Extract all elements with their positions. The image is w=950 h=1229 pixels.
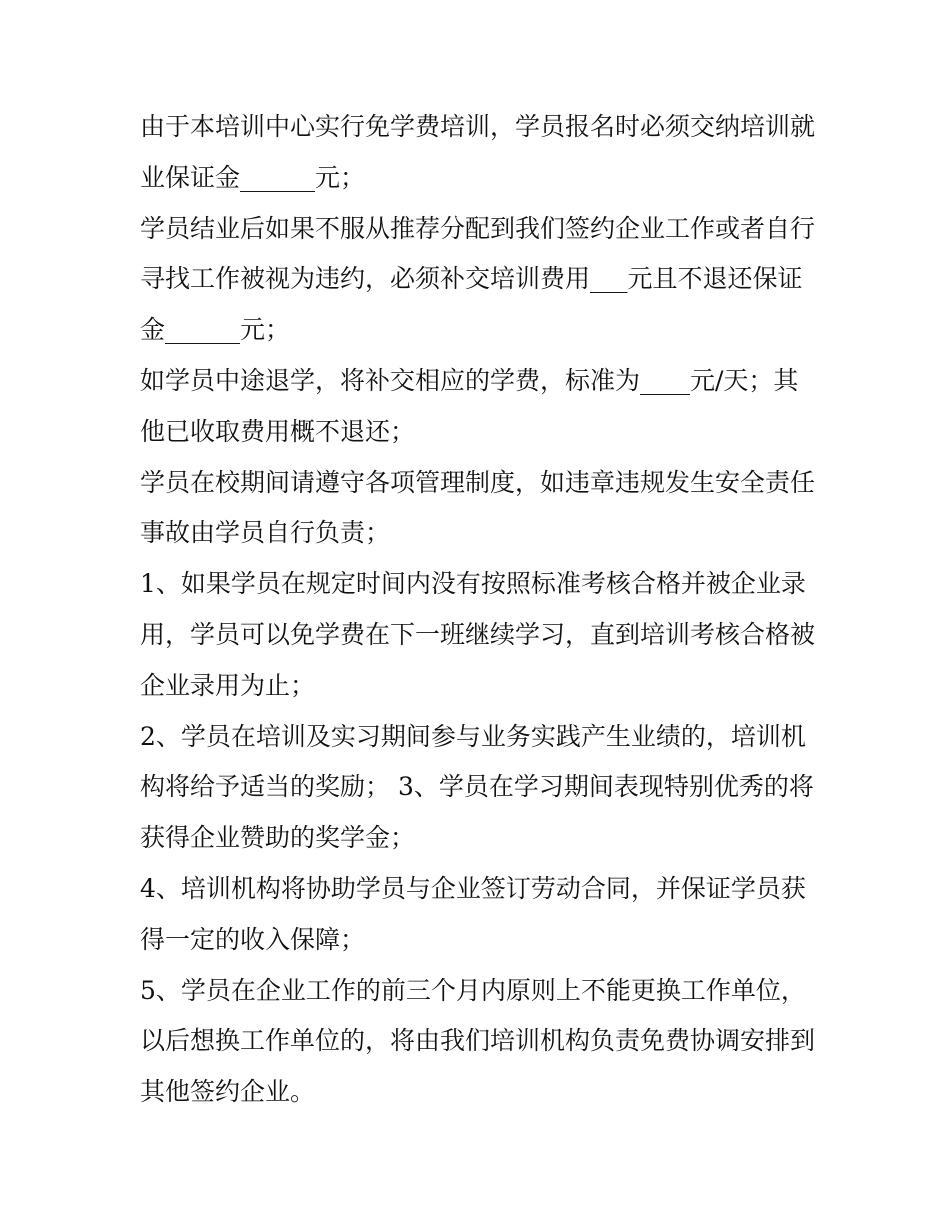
paragraph-item-1: 1、如果学员在规定时间内没有按照标准考核合格并被企业录用，学员可以免学费在下一班继续学习，直到培训考核合格被企业录用为止；	[140, 569, 816, 700]
paragraph-item-2-3: 2、学员在培训及实习期间参与业务实践产生业绩的，培训机构将给予适当的奖励； 3、学员在学习期间表现特别优秀的将获得企业赞助的奖学金；	[140, 721, 814, 853]
paragraph-item-4: 4、培训机构将协助学员与企业签订劳动合同，并保证学员获得一定的收入保障；	[140, 873, 806, 954]
paragraph-breach: 学员结业后如果不服从推荐分配到我们签约企业工作或者自行寻找工作被视为违约，必须补交培训费用___元且不退还保证金______元；	[140, 213, 816, 345]
paragraph-item-5: 5、学员在企业工作的前三个月内原则上不能更换工作单位，以后想换工作单位的，将由我们培训机构负责免费协调安排到其他签约企业。	[140, 975, 816, 1107]
paragraph-safety: 学员在校期间请遵守各项管理制度，如违章违规发生安全责任事故由学员自行负责；	[140, 467, 816, 548]
document-body	[140, 102, 820, 1118]
paragraph-withdrawal: 如学员中途退学，将补交相应的学费，标准为____元/天；其他已收取费用概不退还；	[140, 365, 799, 446]
paragraph-deposit: 由于本培训中心实行免学费培训，学员报名时必须交纳培训就业保证金______元；	[140, 112, 816, 192]
